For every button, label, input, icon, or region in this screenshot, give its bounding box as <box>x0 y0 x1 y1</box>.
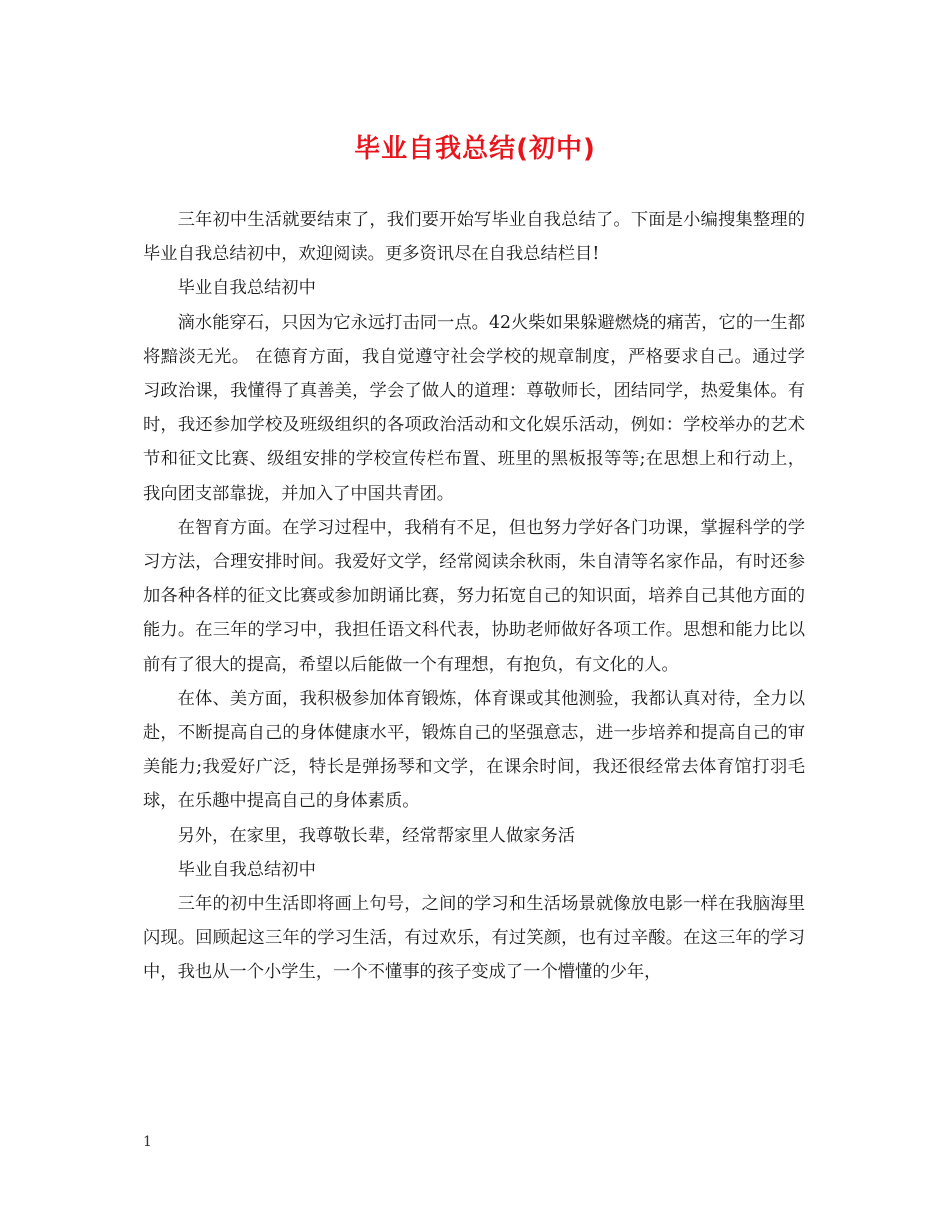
paragraph-intro: 三年初中生活就要结束了，我们要开始写毕业自我总结了。下面是小编搜集整理的毕业自我总结初中，欢迎阅读。更多资讯尽在自我总结栏目! <box>143 210 805 265</box>
section-heading: 毕业自我总结初中 <box>177 859 316 880</box>
paragraph-intellectual: 在智育方面。在学习过程中，我稍有不足，但也努力学好各门功课，掌握科学的学习方法，合理安排时间。我爱好文学，经常阅读余秋雨，朱自清等名家作品，有时还参加各种各样的征文比赛或参加朗诵比赛，努力拓宽自己的知识面，培养自己其他方面的能力。在三年的学习中，我担任语文科代表，协助老师做好各项工作。思想和能力比以前有了很大的提高，希望以后能做一个有理想，有抱负，有文化的人。 <box>143 517 805 675</box>
document-title: 毕业自我总结(初中) <box>354 134 596 164</box>
document-body <box>143 203 805 990</box>
section-heading: 毕业自我总结初中 <box>177 278 316 299</box>
paragraph-home: 另外，在家里，我尊敬长辈，经常帮家里人做家务活 <box>177 825 576 846</box>
paragraph-review: 三年的初中生活即将画上句号，之间的学习和生活场景就像放电影一样在我脑海里闪现。回顾起这三年的学习生活，有过欢乐，有过笑颜，也有过辛酸。在这三年的学习中，我也从一个小学生，一个不懂事的孩子变成了一个懵懂的少年， <box>143 894 805 983</box>
paragraph-physical: 在体、美方面，我积极参加体育锻炼，体育课或其他测验，我都认真对待，全力以赴，不断提高自己的身体健康水平，锻炼自己的坚强意志，进一步培养和提高自己的审美能力;我爱好广泛，特长是弹扬琴和文学，在课余时间，我还很经常去体育馆打羽毛球，在乐趣中提高自己的身体素质。 <box>143 688 805 812</box>
page-number: 1 <box>143 1134 152 1150</box>
paragraph-moral: 滴水能穿石，只因为它永远打击同一点。42火柴如果躲避燃烧的痛苦，它的一生都将黯淡无光。 在德育方面，我自觉遵守社会学校的规章制度，严格要求自己。通过学习政治课，我懂得了真善美，学会了做人的道理：尊敬师长，团结同学，热爱集体。有时，我还参加学校及班级组织的各项政治活动和文化娱乐活动，例如：学校举办的艺术节和征文比赛、级组安排的学校宣传栏布置、班里的黑板报等等;在思想上和行动上，我向团支部靠拢，并加入了中国共青团。 <box>143 312 805 504</box>
